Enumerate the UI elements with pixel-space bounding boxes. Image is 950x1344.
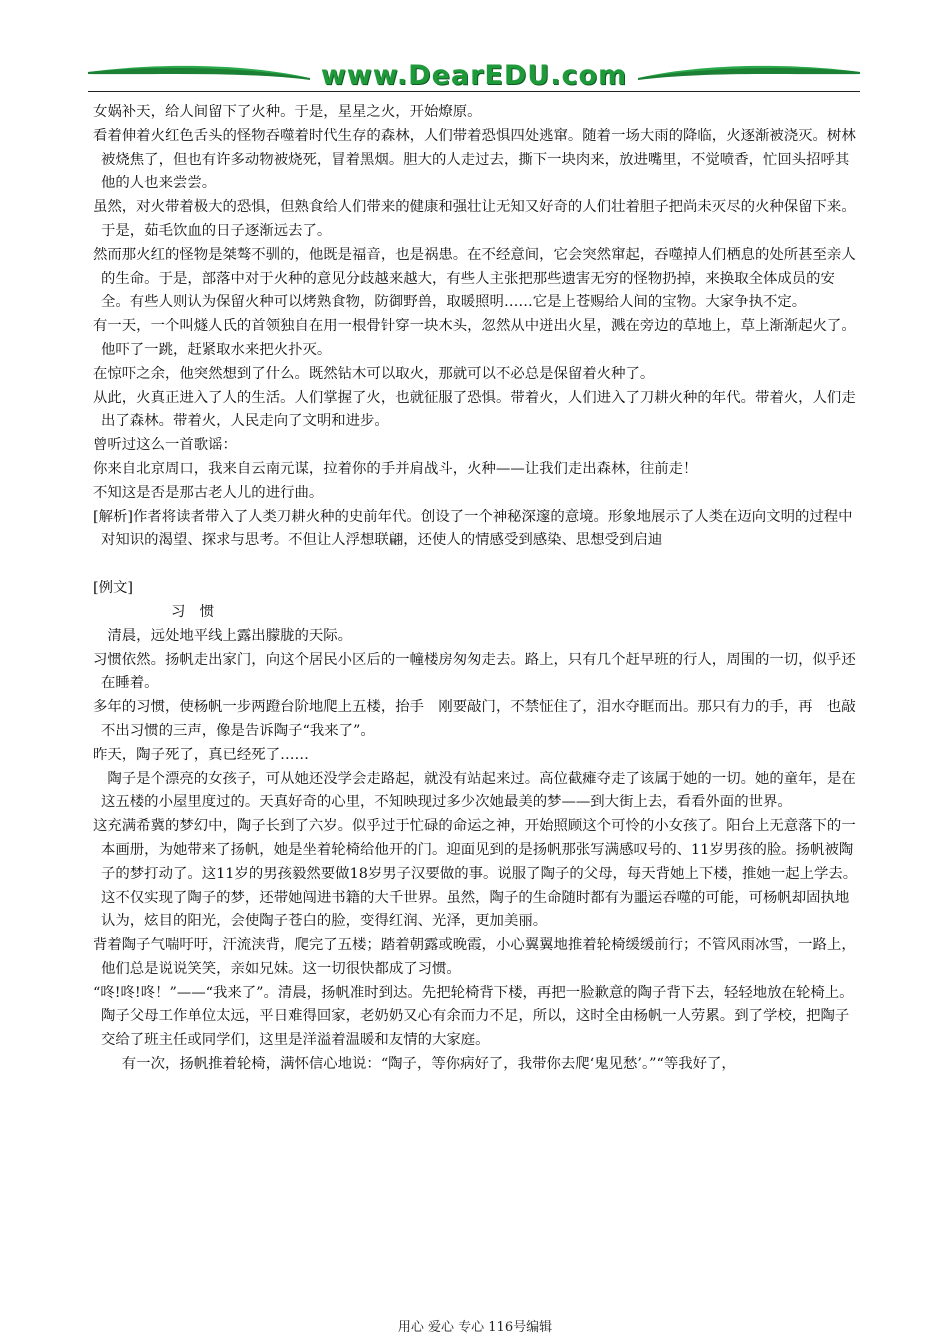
essay-paragraph: 清晨，远处地平线上露出朦胧的天际。 [93, 627, 353, 644]
paragraph: 虽然，对火带着极大的恐惧，但熟食给人们带来的健康和强壮让无知又好奇的人们壮着胆子把尚未灭尽的火种保留下来。于是，茹毛饮血的日子逐渐远去了。 [93, 199, 856, 239]
site-logo-text: www.DearEDU.com [320, 60, 628, 91]
analysis-paragraph: [解析]作者将读者带入了人类刀耕火种的史前年代。创设了一个神秘深邃的意境。形象地展示了人类在迈向文明的过程中对知识的渴望、探求与思考。不但让人浮想联翩，还使人的情感受到感染、思想受到启迪 [93, 508, 853, 549]
paragraph: 然而那火红的怪物是桀骜不驯的，他既是福音，也是祸患。在不经意间，它会突然窜起，吞噬掉人们栖息的处所甚至亲人的生命。于是，部落中对于火种的意见分歧越来越大，有些人主张把那些遗害无穷的怪物扔掉，来换取全体成员的安全。有些人则认为保留火种可以烤熟食物，防御野兽，取暖照明……它是上苍赐给人间的宝物。大家争执不定。 [93, 246, 856, 311]
essay-paragraph: 昨天，陶子死了，真已经死了…… [93, 746, 309, 763]
essay-paragraph: “咚!咚!咚！”——“我来了”。清晨，扬帆准时到达。先把轮椅背下楼，再把一脸歉意的陶子背下去，轻轻地放在轮椅上。陶子父母工作单位太远，平日难得回家，老奶奶又心有余而力不足，所以，这时全由杨帆一人劳累。到了学校，把陶子交给了班主任或同学们，这里是洋溢着温暖和友情的大家庭。 [93, 984, 854, 1049]
header-divider [88, 91, 860, 92]
paragraph: 不知这是否是那古老人儿的进行曲。 [93, 484, 324, 501]
site-header [88, 58, 860, 94]
paragraph: 有一天，一个叫燧人氏的首领独自在用一根骨针穿一块木头，忽然从中迸出火星，溅在旁边的草地上，草上渐渐起火了。他吓了一跳，赶紧取水来把火扑灭。 [93, 318, 856, 358]
essay-title: 习 惯 [171, 603, 215, 620]
document-body [93, 101, 863, 1077]
page-footer: 用心 爱心 专心 116号编辑 [397, 1320, 553, 1335]
example-label: [例文] [93, 580, 134, 597]
paragraph: 看着伸着火红色舌头的怪物吞噬着时代生存的森林，人们带着恐惧四处逃窜。随着一场大雨的降临，火逐渐被浇灭。树林被烧焦了，但也有许多动物被烧死，冒着黑烟。胆大的人走过去，撕下一块肉来，放进嘴里，不觉喷香，忙回头招呼其他的人也来尝尝。 [93, 127, 856, 192]
essay-paragraph: 多年的习惯，使杨帆一步两蹬台阶地爬上五楼，抬手 刚要敲门，不禁怔住了，泪水夺眶而出。那只有力的手，再 也敲不出习惯的三声，像是告诉陶子“我来了”。 [93, 699, 856, 739]
essay-paragraph: 有一次，扬帆推着轮椅，满怀信心地说：“陶子，等你病好了，我带你去爬‘鬼见愁’。”“等我好了， [93, 1056, 736, 1073]
paragraph: 曾听过这么一首歌谣： [93, 437, 237, 454]
paragraph: 女娲补天，给人间留下了火种。于是，星星之火，开始燎原。 [93, 104, 482, 120]
essay-paragraph: 习惯依然。扬帆走出家门，向这个居民小区后的一幢楼房匆匆走去。路上，只有几个赶早班的行人，周围的一切，似乎还在睡着。 [93, 651, 856, 692]
essay-paragraph: 背着陶子气喘吁吁，汗流浃背，爬完了五楼；踏着朝露或晚霞，小心翼翼地推着轮椅缓缓前行；不管风雨冰雪，一路上，他们总是说说笑笑，亲如兄妹。这一切很快都成了习惯。 [93, 937, 856, 977]
essay-paragraph: 这充满希冀的梦幻中，陶子长到了六岁。似乎过于忙碌的命运之神，开始照顾这个可怜的小女孩了。阳台上无意落下的一本画册，为她带来了扬帆，她是坐着轮椅给他开的门。迎面见到的是扬帆那张写满感叹号的、11岁男孩的脸。扬帆被陶子的梦打动了。这11岁的男孩毅然要做18岁男子汉要做的事。说服了陶子的父母，每天背她上下楼，推她一起上学去。这不仅实现了陶子的梦，还带她闯进书籍的大千世界。虽然，陶子的生命随时都有为噩运吞噬的可能，可杨帆却固执地认为，炫目的阳光，会使陶子苍白的脸，变得红润、光泽，更加美丽。 [93, 818, 858, 930]
paragraph: 从此，火真正进入了人的生活。人们掌握了火，也就征服了恐惧。带着火，人们进入了刀耕火种的年代。带着火，人们走出了森林。带着火，人民走向了文明和进步。 [93, 389, 856, 430]
paragraph: 在惊吓之余，他突然想到了什么。既然钻木可以取火，那就可以不必总是保留着火种了。 [93, 365, 655, 382]
spacer [93, 553, 863, 577]
paragraph: 你来自北京周口，我来自云南元谋，拉着你的手并肩战斗，火种——让我们走出森林，往前走！ [93, 460, 698, 477]
essay-paragraph: 陶子是个漂亮的女孩子，可从她还没学会走路起，就没有站起来过。高位截瘫夺走了该属于她的一切。她的童年，是在这五楼的小屋里度过的。天真好奇的心里，不知映现过多少次她最美的梦——到大街上去，看看外面的世界。 [93, 770, 856, 811]
